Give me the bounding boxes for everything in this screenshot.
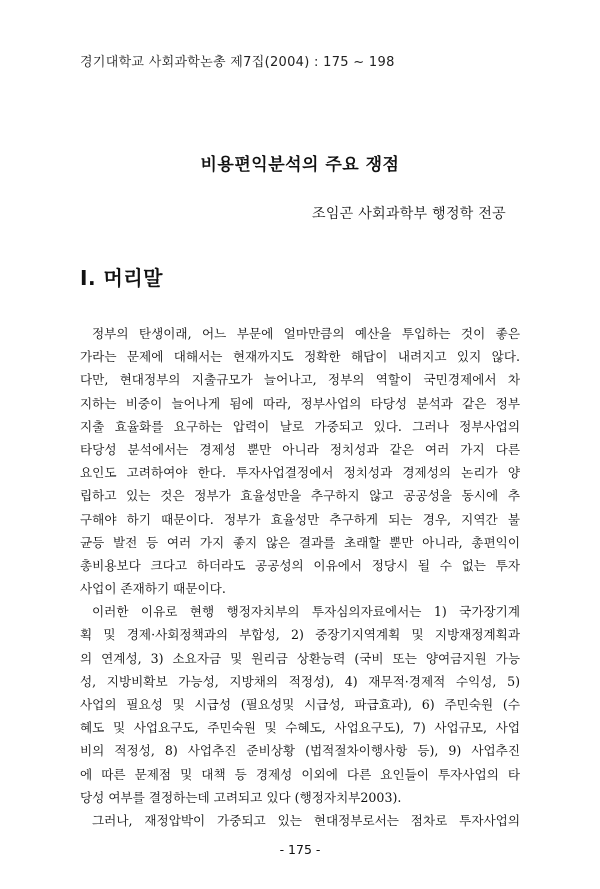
author-affiliation: 조임곤 사회과학부 행정학 전공 (312, 206, 506, 222)
text-line: 지출 효율화를 요구하는 압력이 날로 가중되고 있다. 그러나 정부사업의 (80, 418, 520, 434)
text-line: 타당성 분석에서는 경제성 뿐만 아니라 정치성과 같은 여러 가지 다른 (80, 441, 520, 457)
text-line: 사업이 존재하기 때문이다. (80, 581, 226, 597)
text-line: 의 연계성, 3) 소요자금 및 원리금 상환능력 (국비 또는 양여금지원 가능 (80, 650, 520, 666)
text-line: 총비용보다 크다고 하더라도 공공성의 이유에서 정당시 될 수 없는 투자 (80, 557, 520, 573)
text-line: 구해야 하기 때문이다. 정부가 효율성만 추구하게 되는 경우, 지역간 불 (80, 511, 520, 527)
text-line: 비의 적정성, 8) 사업추진 준비상황 (법적절차이행사항 등), 9) 사업추진 (80, 743, 520, 759)
text-line: 당성 여부를 결정하는데 고려되고 있다 (행정자치부2003). (80, 789, 402, 805)
article-title: 비용편익분석의 주요 쟁점 (200, 155, 400, 175)
text-line: 균등 발전 등 여러 가지 좋지 않은 결과를 초래할 뿐만 아니라, 총편익이 (80, 534, 520, 550)
text-line: 지하는 비중이 늘어나게 됨에 따라, 정부사업의 타당성 분석과 같은 정부 (80, 395, 520, 411)
text-line: 에 따른 문제점 및 대책 등 경제성 이외에 다른 요인들이 투자사업의 타 (80, 766, 520, 782)
section-heading: Ⅰ. 머리말 (80, 266, 163, 290)
page-number: - 175 - (279, 842, 321, 857)
text-line: 획 및 경제·사회정책과의 부합성, 2) 중장기지역계획 및 지방재정계획과 (80, 627, 520, 643)
text-line: 립하고 있는 것은 정부가 효율성만을 추구하지 않고 공공성을 동시에 추 (80, 488, 520, 504)
text-line: 사업의 필요성 및 시급성 (필요성및 시급성, 파급효과), 6) 주민숙원 (수 (80, 697, 520, 712)
journal-header: 경기대학교 사회과학논총 제7집(2004) : 175 ~ 198 (80, 55, 395, 70)
text-line: 요인도 고려하여야 한다. 투자사업결정에서 정치성과 경제성의 논리가 양 (80, 465, 520, 481)
text-line: 가라는 문제에 대해서는 현재까지도 정확한 해답이 내려지고 있지 않다. (80, 349, 520, 365)
text-line: 혜도 및 사업요구도, 주민숙원 및 수혜도, 사업요구도), 7) 사업규모, 사업 (80, 720, 520, 736)
text-line: 정부의 탄생이래, 어느 부문에 얼마만큼의 예산을 투입하는 것이 좋은 (92, 326, 520, 341)
text-line: 그러나, 재정압박이 가중되고 있는 현대정부로서는 점차로 투자사업의 (92, 812, 520, 828)
body-text (80, 322, 520, 832)
text-line: 다만, 현대정부의 지출규모가 늘어나고, 정부의 역할이 국민경제에서 차 (80, 372, 520, 388)
text-line: 성, 지방비확보 가능성, 지방채의 적정성), 4) 재무적·경제적 수익성, 5) (80, 673, 520, 689)
text-line: 이러한 이유로 현행 행정자치부의 투자심의자료에서는 1) 국가장기계 (92, 604, 520, 620)
